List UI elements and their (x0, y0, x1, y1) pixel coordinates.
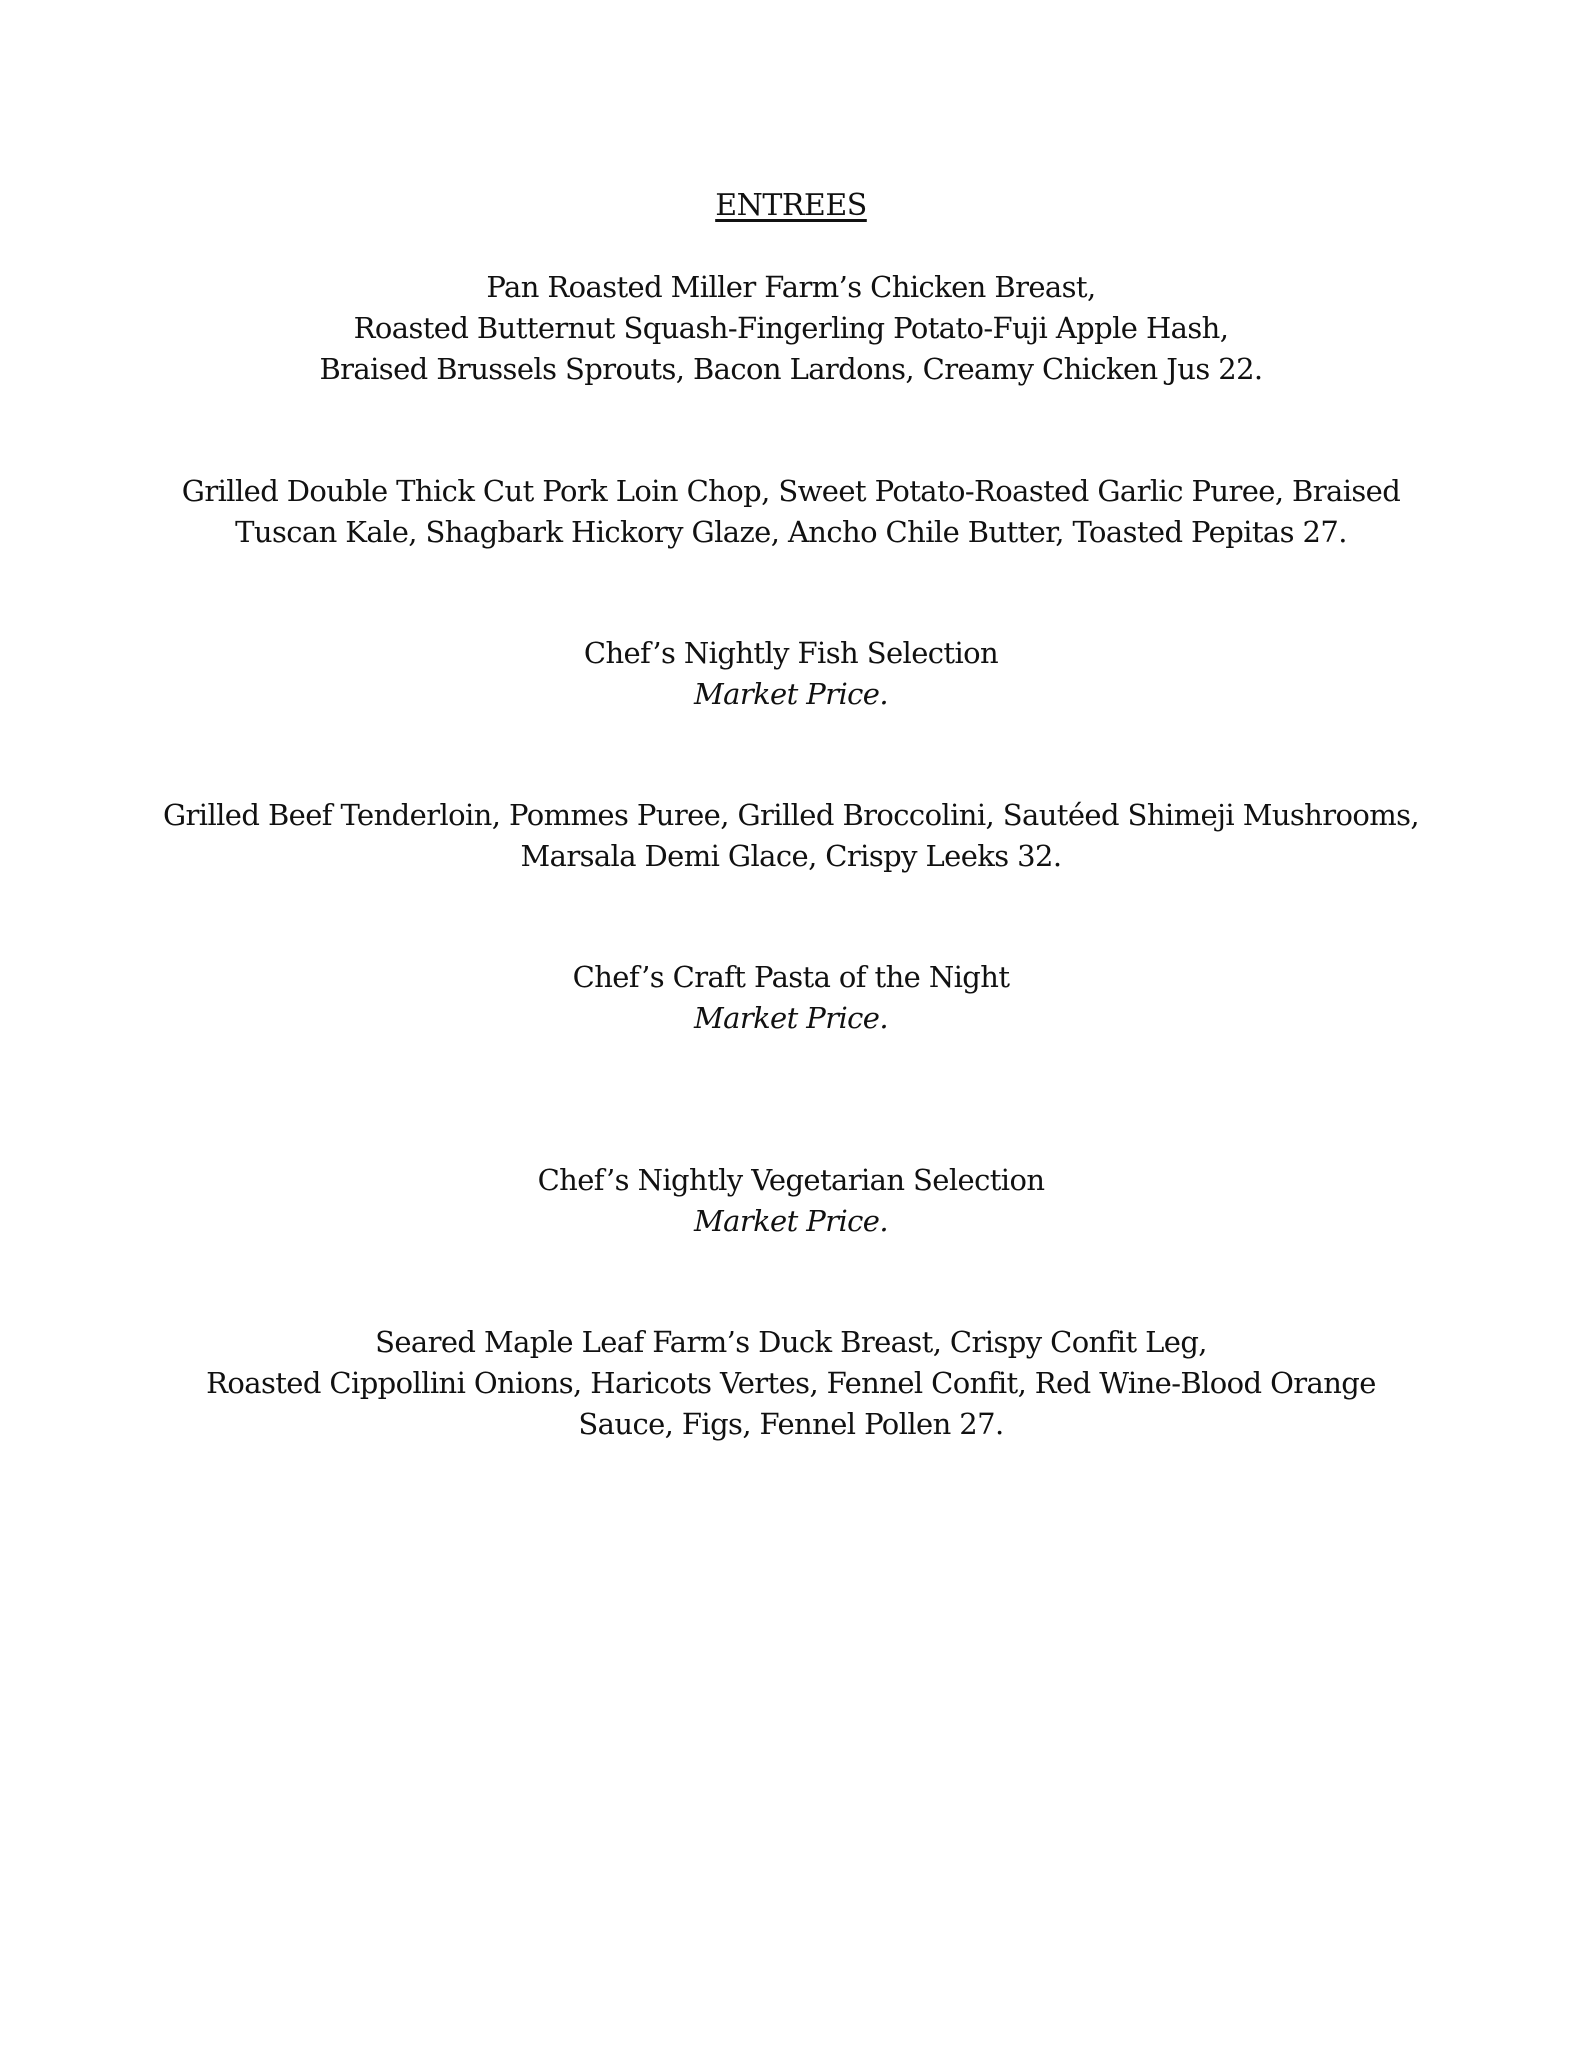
menu-item-line: Braised Brussels Sprouts, Bacon Lardons, Creamy Chicken Jus 22. (319, 352, 1263, 386)
menu-item-fish (0, 633, 1582, 715)
menu-item-line: Sauce, Figs, Fennel Pollen 27. (578, 1407, 1004, 1441)
menu-item-line: Marsala Demi Glace, Crispy Leeks 32. (520, 839, 1062, 873)
menu-item-line: Pan Roasted Miller Farm’s Chicken Breast, (486, 270, 1096, 304)
menu-item-line: Grilled Double Thick Cut Pork Loin Chop, Sweet Potato-Roasted Garlic Puree, Braised (181, 474, 1401, 508)
market-price-note: Market Price. (694, 677, 888, 711)
market-price-note: Market Price. (694, 1001, 888, 1035)
menu-item-line: Roasted Cippollini Onions, Haricots Vertes, Fennel Confit, Red Wine-Blood Orange (206, 1366, 1376, 1400)
menu-item-pasta (0, 957, 1582, 1039)
menu-title: ENTREES (715, 188, 867, 223)
menu-item-beef (0, 795, 1582, 877)
menu-item-pork (0, 471, 1582, 553)
menu-item-line: Chef’s Nightly Vegetarian Selection (537, 1163, 1045, 1197)
menu-item-line: Chef’s Nightly Fish Selection (583, 636, 999, 670)
menu-item-line: Chef’s Craft Pasta of the Night (572, 960, 1010, 994)
menu-item-line: Grilled Beef Tenderloin, Pommes Puree, Grilled Broccolini, Sautéed Shimeji Mushrooms, (162, 798, 1420, 832)
market-price-note: Market Price. (694, 1204, 888, 1238)
menu-item-line: Tuscan Kale, Shagbark Hickory Glaze, Ancho Chile Butter, Toasted Pepitas 27. (235, 515, 1347, 549)
menu-item-vegetarian (0, 1160, 1582, 1242)
menu-item-duck (0, 1322, 1582, 1445)
menu-item-line: Roasted Butternut Squash-Fingerling Potato-Fuji Apple Hash, (353, 311, 1229, 345)
menu-item-line: Seared Maple Leaf Farm’s Duck Breast, Crispy Confit Leg, (375, 1325, 1207, 1359)
menu-item-chicken (0, 267, 1582, 390)
